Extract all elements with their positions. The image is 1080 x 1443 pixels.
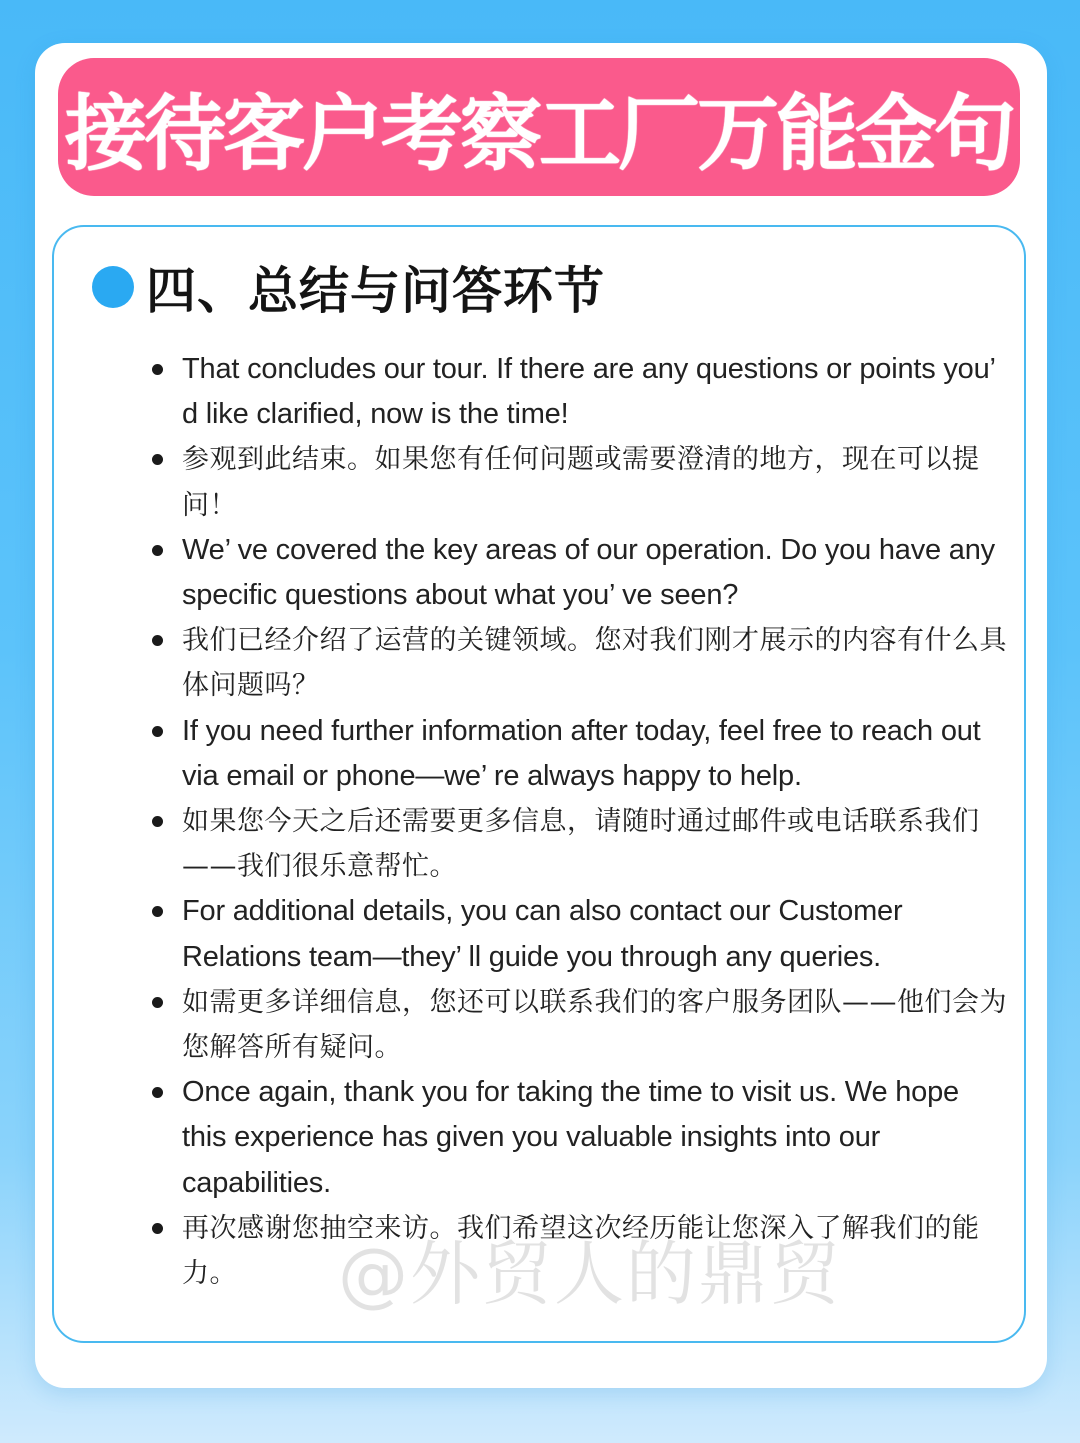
list-item-en (150, 528, 1010, 618)
list-item-text: 如果您今天之后还需要更多信息，请随时通过邮件或电话联系我们——我们很乐意帮忙。 (182, 806, 980, 883)
list-item-en (150, 347, 1010, 437)
section-heading (92, 252, 605, 322)
list-item-text: 再次感谢您抽空来访。我们希望这次经历能让您深入了解我们的能力。 (182, 1212, 980, 1290)
title-banner (58, 58, 1020, 196)
watermark: @外贸人的鼎贸 (338, 1233, 842, 1315)
bullet-icon (152, 1087, 163, 1098)
bullet-icon (152, 454, 163, 465)
list-item-zh (150, 1206, 1010, 1296)
list-item-en (150, 889, 1010, 979)
bullet-icon (152, 1223, 163, 1234)
bullet-dot-icon (92, 266, 134, 308)
list-item-zh (150, 437, 1010, 527)
page-title: 接待客户考察工厂万能金句 (64, 86, 1013, 182)
list-item-zh (150, 980, 1010, 1070)
list-item-text: 参观到此结束。如果您有任何问题或需要澄清的地方，现在可以提问！ (182, 444, 980, 521)
list-item-zh (150, 799, 1010, 889)
bullet-icon (152, 545, 163, 556)
bullet-icon (152, 816, 163, 827)
phrase-list (150, 347, 1010, 1296)
list-item-text: We’ ve covered the key areas of our operation. Do you have any specific questions about what you’ ve seen? (182, 533, 995, 612)
list-item-en (150, 1070, 1010, 1206)
bullet-icon (152, 997, 163, 1008)
list-item-text: Once again, thank you for taking the time to visit us. We hope this experience has given you valuable insights into our capabilities. (182, 1076, 959, 1199)
section-heading-text: 四、总结与问答环节 (146, 262, 605, 320)
list-item-text: For additional details, you can also contact our Customer Relations team—they’ ll guide you through any queries. (182, 895, 903, 973)
list-item-text: If you need further information after today, feel free to reach out via email or phone—we’ re always happy to help. (182, 714, 981, 792)
list-item-text: 如需更多详细信息，您还可以联系我们的客户服务团队——他们会为您解答所有疑问。 (182, 986, 1007, 1064)
bullet-icon (152, 635, 163, 646)
list-item-text: That concludes our tour. If there are any questions or points you’ d like clarified, now is the time! (182, 353, 995, 431)
list-item-zh (150, 618, 1010, 708)
bullet-icon (152, 906, 163, 917)
bullet-icon (152, 364, 163, 375)
list-item-en (150, 709, 1010, 799)
list-item-text: 我们已经介绍了运营的关键领域。您对我们刚才展示的内容有什么具体问题吗？ (182, 625, 1007, 702)
bullet-icon (152, 726, 163, 737)
